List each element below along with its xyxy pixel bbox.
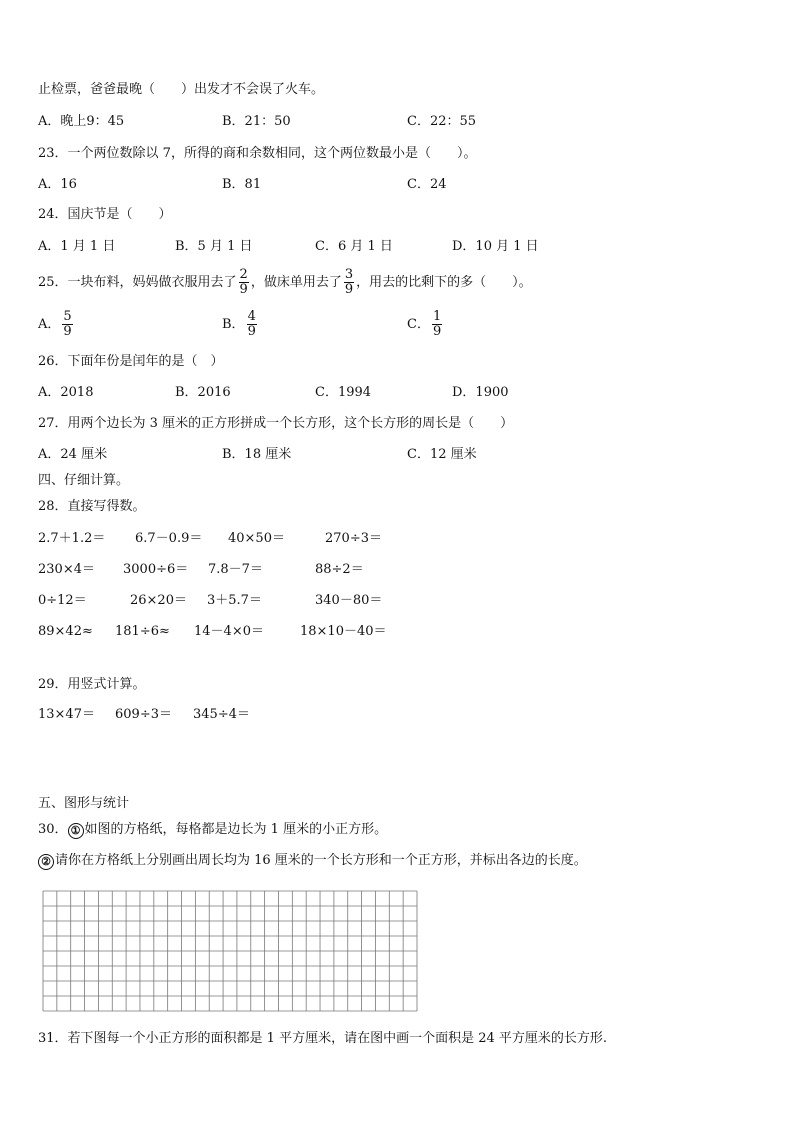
calc-item: 88÷2＝ [315, 562, 364, 577]
q24-option-b: B．5 月 1 日 [175, 239, 253, 254]
calc-item: 26×20＝ [130, 593, 187, 608]
circled-one-marker: ① [68, 823, 84, 839]
q26-option-c: C．1994 [315, 385, 372, 400]
q31-stem: 31．若下图每一个小正方形的面积都是 1 平方厘米，请在图中画一个面积是 24 平方厘米的长方形. [38, 1031, 608, 1046]
calc-item: 230×4＝ [38, 562, 95, 577]
option-fraction [247, 310, 257, 339]
fraction-denominator: 9 [239, 282, 248, 297]
option-label: C． [407, 317, 430, 332]
q30-line-1-text: 如图的方格纸，每格都是边长为 1 厘米的小正方形。 [84, 822, 388, 837]
q25-stem [38, 266, 532, 300]
calc-item: 3＋5.7＝ [207, 593, 262, 608]
calc-item: 345÷4＝ [193, 707, 250, 722]
q27-option-a: A．24 厘米 [38, 447, 108, 462]
calc-item: 3000÷6＝ [123, 562, 189, 577]
q26-stem: 26．下面年份是闰年的是（ ） [38, 354, 224, 369]
calc-item: 6.7－0.9＝ [135, 531, 203, 546]
q30-line-1 [38, 822, 387, 839]
option-fraction [432, 310, 442, 339]
q23-option-c: C．24 [407, 177, 447, 192]
q27-option-b: B．18 厘米 [222, 447, 292, 462]
calc-item: 270÷3＝ [325, 531, 382, 546]
fraction-numerator: 4 [247, 309, 256, 324]
fraction-numerator: 5 [63, 309, 72, 324]
q23-stem: 23．一个两位数除以 7，所得的商和余数相同，这个两位数最小是（ ）。 [38, 146, 477, 161]
q22-option-c: C．22：55 [407, 114, 477, 129]
section-4-heading: 四、仔细计算。 [38, 473, 130, 488]
q24-option-a: A．1 月 1 日 [38, 239, 116, 254]
q25-fraction-1 [239, 268, 249, 297]
q27-stem: 27．用两个边长为 3 厘米的正方形拼成一个长方形，这个长方形的周长是（ ） [38, 416, 514, 431]
circled-two-marker: ② [38, 854, 54, 870]
q24-option-c: C．6 月 1 日 [315, 239, 393, 254]
grid-paper [42, 890, 418, 1012]
fraction-denominator: 9 [432, 324, 442, 339]
q25-option-b [222, 308, 259, 342]
calc-item: 18×10－40＝ [300, 624, 387, 639]
q25-option-c [407, 308, 444, 342]
fraction-denominator: 9 [247, 324, 256, 339]
option-label: A． [38, 317, 61, 332]
q26-option-a: A．2018 [38, 385, 94, 400]
q27-option-c: C．12 厘米 [407, 447, 477, 462]
calc-item: 40×50＝ [228, 531, 285, 546]
fraction-denominator: 9 [344, 282, 354, 297]
calc-item: 14－4×0＝ [194, 624, 264, 639]
q22-option-a: A．晚上9：45 [38, 114, 125, 129]
fraction-numerator: 2 [239, 267, 248, 282]
calc-item: 609÷3＝ [115, 707, 172, 722]
fraction-denominator: 9 [63, 324, 72, 339]
q25-option-a [38, 308, 75, 342]
q30-line-2 [38, 853, 587, 870]
calc-item: 7.8－7＝ [208, 562, 263, 577]
q22-stem: 止检票，爸爸最晚（ ）出发才不会误了火车。 [38, 82, 325, 97]
q25-fraction-2 [344, 268, 354, 297]
q30-line-2-text: 请你在方格纸上分别画出周长均为 16 厘米的一个长方形和一个正方形，并标出各边的长度。 [55, 853, 587, 868]
calc-item: 0÷12＝ [38, 593, 87, 608]
calc-item: 181÷6≈ [115, 624, 170, 639]
q26-option-b: B．2016 [175, 385, 231, 400]
fraction-numerator: 3 [344, 267, 354, 282]
option-label: B． [222, 317, 245, 332]
q25-stem-part-c: ，用去的比剩下的多（ ）。 [356, 275, 532, 290]
q23-option-b: B．81 [222, 177, 262, 192]
q25-stem-part-b: ，做床单用去了 [250, 275, 342, 290]
q28-stem: 28．直接写得数。 [38, 499, 146, 514]
q25-stem-part-a: 25．一块布料，妈妈做衣服用去了 [38, 275, 237, 290]
calc-item: 340－80＝ [315, 593, 383, 608]
q26-option-d: D．1900 [452, 385, 509, 400]
question-number: 30． [38, 822, 68, 837]
fraction-numerator: 1 [432, 309, 442, 324]
q22-option-b: B．21：50 [222, 114, 291, 129]
calc-item: 89×42≈ [38, 624, 93, 639]
q23-option-a: A．16 [38, 177, 77, 192]
q24-stem: 24．国庆节是（ ） [38, 207, 172, 222]
calc-item: 13×47＝ [38, 707, 95, 722]
option-fraction [62, 310, 72, 339]
calc-item: 2.7＋1.2＝ [38, 531, 106, 546]
section-5-heading: 五、图形与统计 [38, 796, 130, 811]
q29-stem: 29．用竖式计算。 [38, 677, 146, 692]
q24-option-d: D．10 月 1 日 [452, 239, 539, 254]
